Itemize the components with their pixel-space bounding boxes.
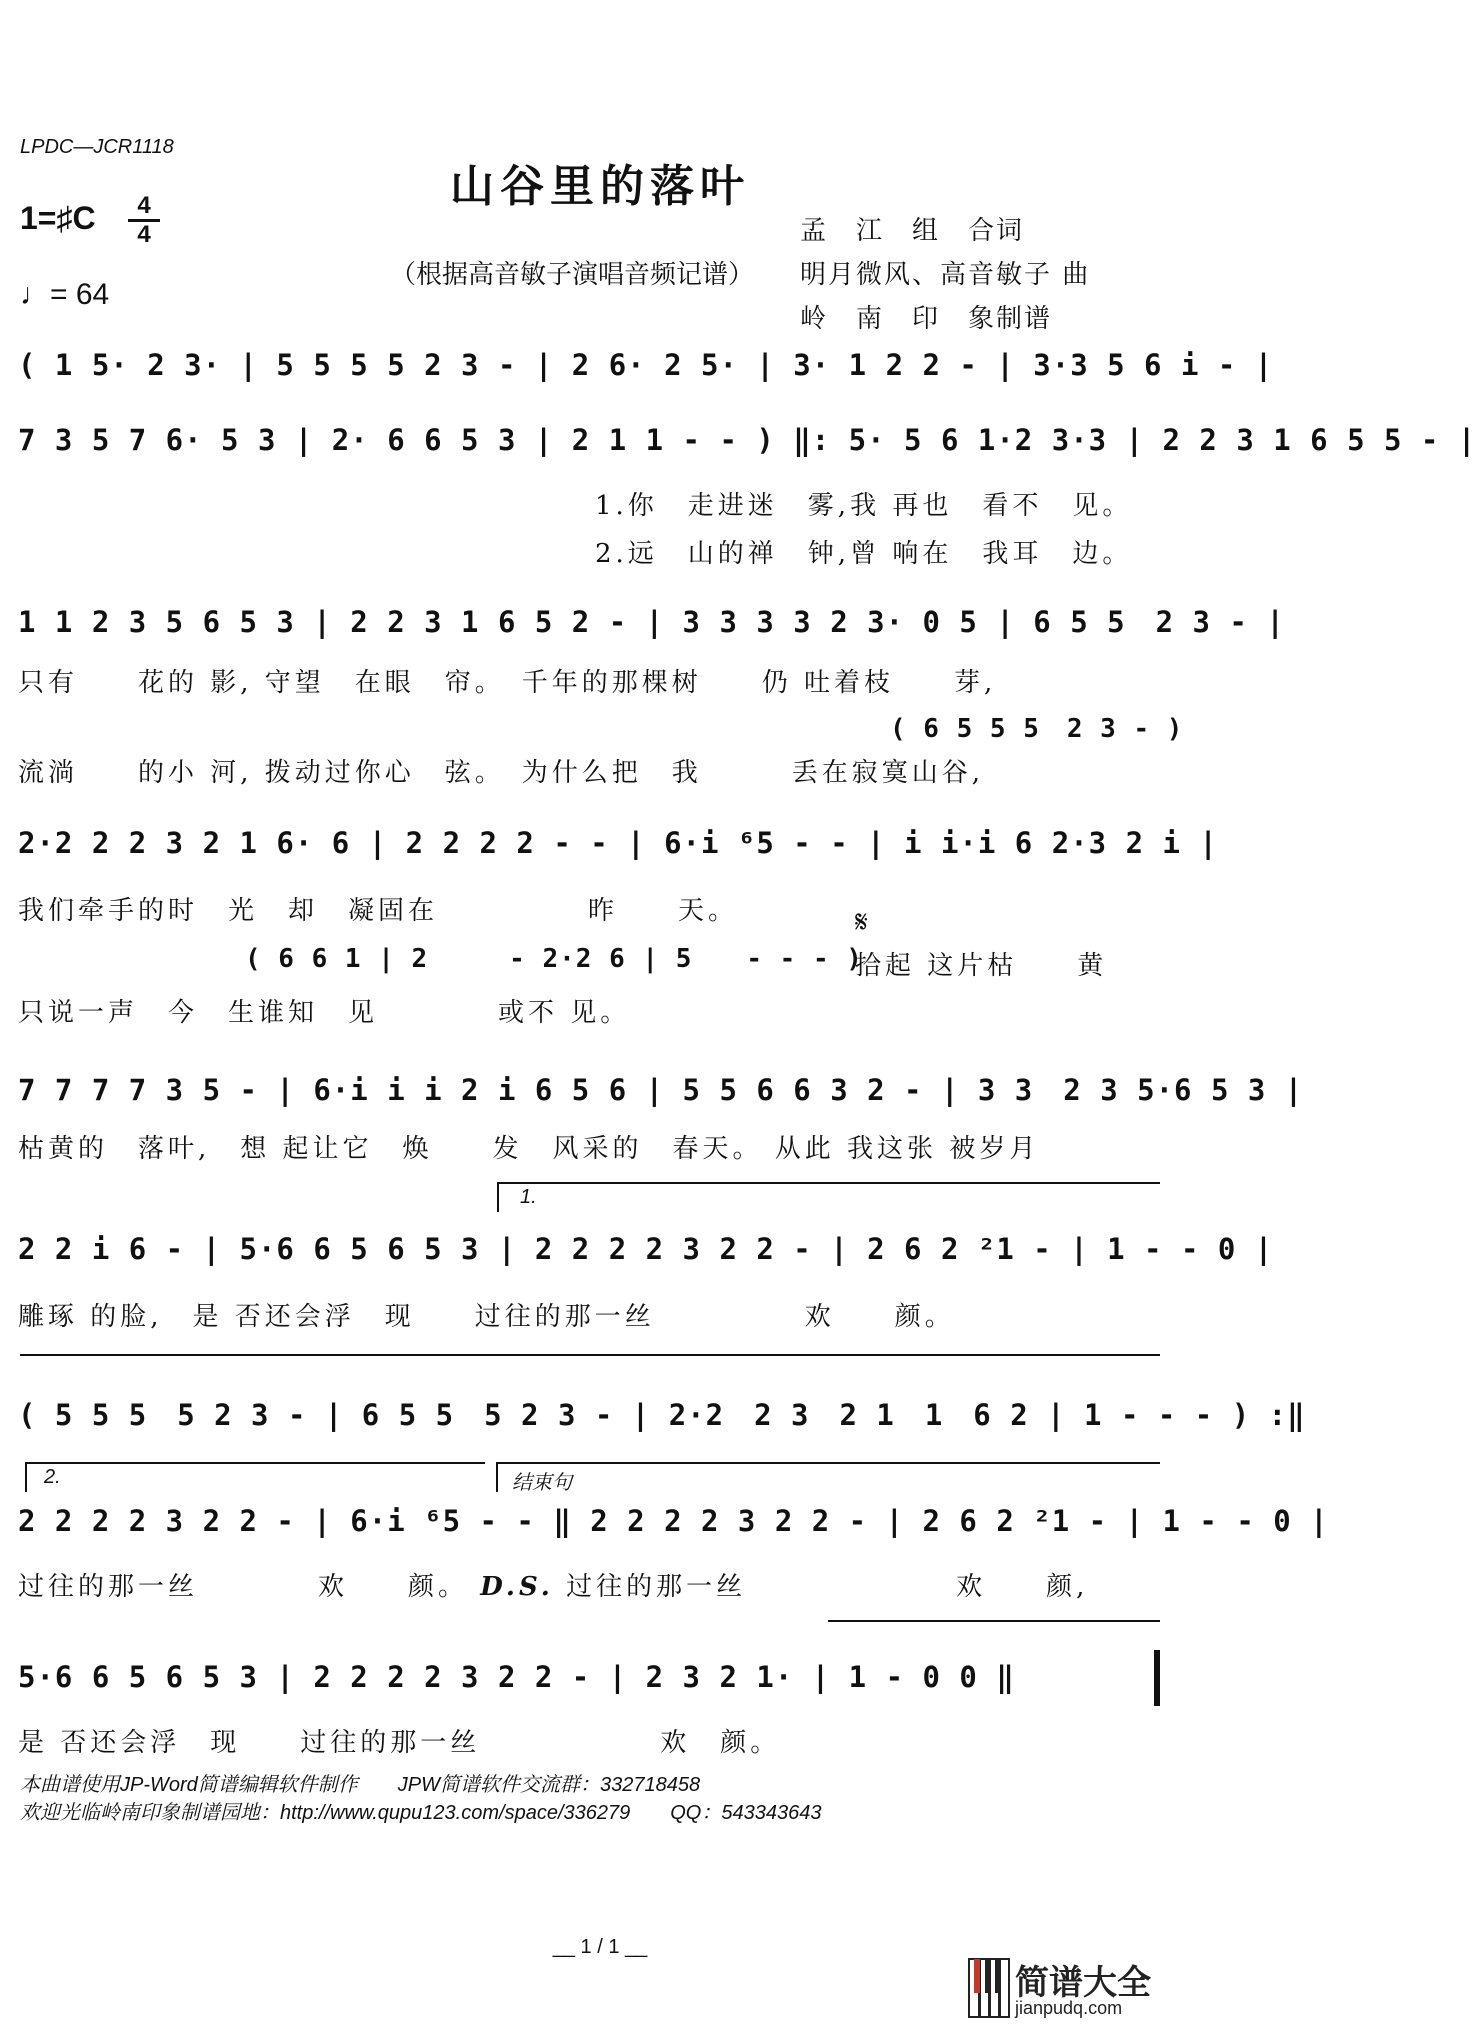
coda-label: 结束句 — [512, 1472, 572, 1494]
section-rule — [20, 1354, 1160, 1356]
score-row-2: 7 3 5 7 6· 5 3 | 2· 6 6 5 3 | 2 1 1 - - ) ‖: 5· 5 6 1·2 3·3 | 2 2 3 1 6 5 5 - | — [18, 423, 1476, 457]
lyric-row-8 — [18, 1566, 1178, 1603]
score-row-4: 2·2 2 2 3 2 1 6· 6 | 2 2 2 2 - - | 6·i ⁶5 - - | i i·i 6 2·3 2 i | — [18, 826, 1218, 860]
volta-2-bracket-edge — [25, 1462, 27, 1492]
key-signature: 1=♯C — [20, 200, 96, 236]
brand-url: jianpudq.com — [1015, 1998, 1123, 2018]
footer-software-note: 本曲谱使用JP-Word简谱编辑软件制作 JPW简谱软件交流群：332718458 — [20, 1774, 701, 1796]
footer-website-note: 欢迎光临岭南印象制谱园地：http://www.qupu123.com/space/336279 QQ：543343643 — [20, 1802, 822, 1824]
lyric-row-4-segno: 拾起 这片枯 黄 — [855, 951, 1108, 981]
time-signature-bottom: 4 — [137, 221, 151, 248]
piano-logo-icon — [968, 1958, 1010, 2018]
time-signature — [128, 194, 160, 247]
volta-2-bracket — [25, 1462, 485, 1464]
final-barline — [1154, 1650, 1160, 1706]
score-row-9: 5·6 6 5 6 5 3 | 2 2 2 2 3 2 2 - | 2 3 2 1· | 1 - 0 0 ‖ — [18, 1660, 1015, 1694]
tempo-marking: ♩= 64 — [20, 278, 110, 311]
coda-bracket — [496, 1462, 1160, 1464]
score-row-4-alternate: ( 6 6 1 | 2 - 2·2 6 | 5 - - - ) — [245, 944, 863, 974]
lyric-row-5: 枯黄的 落叶, 想 起让它 焕 发 风采的 春天。 从此 我这张 被岁月 — [18, 1134, 1040, 1164]
score-row-5: 7 7 7 7 3 5 - | 6·i i i 2 i 6 5 6 | 5 5 6 6 3 2 - | 3 3 2 3 5·6 5 3 | — [18, 1073, 1304, 1107]
page-number: __ 1 / 1 __ — [552, 1936, 648, 1958]
lyricist-credit: 孟 江 组 合词 — [800, 216, 1025, 246]
volta-1-bracket — [497, 1182, 1160, 1184]
lyric-row-4-line-2: 只说一声 今 生谁知 见 或不 见。 — [18, 998, 631, 1028]
final-tie-rule — [828, 1620, 1160, 1622]
lyric-verse-2: 2.远 山的禅 钟,曾 响在 我耳 边。 — [595, 539, 1133, 569]
lyric-row-6: 雕琢 的脸, 是 否还会浮 现 过往的那一丝 欢 颜。 — [18, 1302, 955, 1332]
score-row-3-alternate: ( 6 5 5 5 2 3 - ) — [890, 714, 1184, 744]
volta-2-label: 2. — [44, 1466, 61, 1488]
score-row-7: ( 5 5 5 5 2 3 - | 6 5 5 5 2 3 - | 2·2 2 3 2 1 1 6 2 | 1 - - - ) :‖ — [18, 1398, 1306, 1432]
brand-name: 简谱大全 — [1015, 1963, 1151, 2003]
lyric-row-9: 是 否还会浮 现 过往的那一丝 欢 颜。 — [18, 1728, 781, 1758]
song-title: 山谷里的落叶 — [450, 161, 750, 212]
lyric-row-3-line-2: 流淌 的小 河, 拨动过你心 弦。 为什么把 我 丢在寂寞山谷, — [18, 758, 985, 788]
lyric-row-8-volta-2: 过往的那一丝 欢 颜。 — [18, 1572, 469, 1602]
score-code: LPDC—JCR1118 — [20, 136, 174, 158]
dal-segno-mark: D.S. — [480, 1572, 554, 1602]
segno-sign: 𝄋 — [855, 905, 872, 940]
volta-1-bracket-edge — [497, 1182, 499, 1212]
arranger-credit: 岭 南 印 象制谱 — [800, 304, 1053, 334]
score-row-1: ( 1 5· 2 3· | 5 5 5 5 2 3 - | 2 6· 2 5· | 3· 1 2 2 - | 3·3 5 6 i - | — [18, 348, 1274, 382]
composer-credit: 明月微风、高音敏子 曲 — [800, 260, 1091, 290]
time-signature-top: 4 — [137, 192, 151, 219]
score-row-3: 1 1 2 3 5 6 5 3 | 2 2 3 1 6 5 2 - | 3 3 3 3 2 3· 0 5 | 6 5 5 2 3 - | — [18, 605, 1285, 639]
lyric-row-8-coda: 过往的那一丝 欢 颜, — [566, 1572, 1089, 1602]
lyric-row-4-line-1: 我们牵手的时 光 却 凝固在 昨 天。 — [18, 896, 739, 926]
lyric-row-3-line-1: 只有 花的 影, 守望 在眼 帘。 千年的那棵树 仍 吐着枝 芽, — [18, 668, 997, 698]
score-row-8: 2 2 2 2 3 2 2 - | 6·i ⁶5 - - ‖ 2 2 2 2 3 2 2 - | 2 6 2 ²1 - | 1 - - 0 | — [18, 1504, 1329, 1538]
volta-1-label: 1. — [520, 1186, 537, 1208]
coda-bracket-edge — [496, 1462, 498, 1492]
lyric-verse-1: 1.你 走进迷 雾,我 再也 看不 见。 — [595, 491, 1133, 521]
score-row-6: 2 2 i 6 - | 5·6 6 5 6 5 3 | 2 2 2 2 3 2 2 - | 2 6 2 ²1 - | 1 - - 0 | — [18, 1232, 1274, 1266]
transcription-note: （根据高音敏子演唱音频记谱） — [390, 260, 755, 290]
